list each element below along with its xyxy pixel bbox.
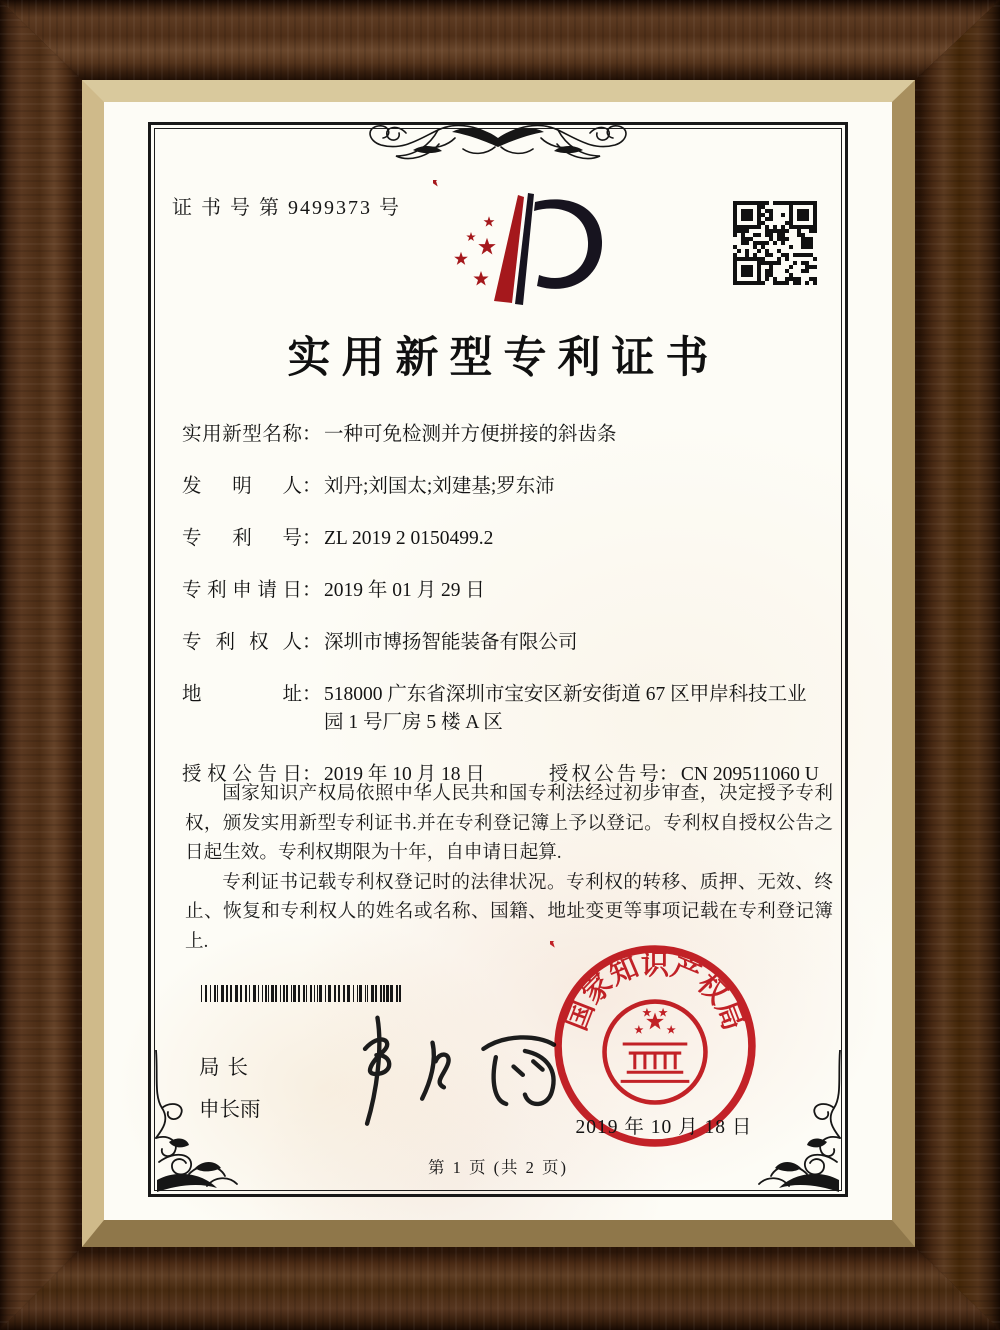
field-label: 发明人 bbox=[182, 476, 302, 497]
field-label: 专利号 bbox=[182, 528, 302, 549]
frame-wood-right bbox=[915, 0, 1000, 1330]
field-row-name: 实用新型名称 ： 一种可免检测并方便拼接的斜齿条 bbox=[182, 421, 822, 449]
page-footer: 第 1 页 (共 2 页) bbox=[427, 1158, 569, 1177]
field-row-patentee: 专利权人 ： 深圳市博扬智能装备有限公司 bbox=[182, 629, 822, 657]
field-value: ZL 2019 2 0150499.2 bbox=[324, 528, 494, 549]
field-label: 实用新型名称 bbox=[182, 424, 302, 445]
border-ornament-top-icon bbox=[343, 116, 653, 168]
field-list bbox=[182, 421, 822, 789]
legal-paragraph-2: 专利证书记载专利权登记时的法律状况。专利权的转移、质押、无效、终止、恢复和专利权人的姓名或名称、国籍、地址变更等事项记载在专利登记簿上. bbox=[185, 871, 833, 952]
barcode-icon bbox=[201, 985, 404, 1002]
field-value: 刘丹;刘国太;刘建基;罗东沛 bbox=[324, 476, 555, 497]
field-row-filing-date: 专利申请日 ： 2019 年 01 月 29 日 bbox=[182, 577, 822, 605]
frame-wood-left bbox=[0, 0, 82, 1330]
certificate-title: 实用新型专利证书 bbox=[287, 335, 720, 382]
field-label: 专利申请日 bbox=[182, 580, 302, 601]
legal-text bbox=[185, 779, 833, 956]
field-value: 深圳市博扬智能装备有限公司 bbox=[324, 632, 578, 653]
officer-name: 申长雨 bbox=[199, 1099, 261, 1121]
legal-paragraph-1: 国家知识产权局依照中华人民共和国专利法经过初步审查，决定授予专利权，颁发实用新型专利证书.并在专利登记簿上予以登记。专利权自授权公告之日起生效。专利权期限为十年，自申请日起算. bbox=[185, 783, 833, 863]
grant-number-value: CN 209511060 U bbox=[680, 764, 819, 785]
seal-date: 2019 年 10 月 18 日 bbox=[575, 1117, 753, 1138]
field-row-inventors: 发明人 ： 刘丹;刘国太;刘建基;罗东沛 bbox=[182, 473, 822, 501]
cnipa-logo-icon bbox=[433, 180, 603, 316]
certificate-paper bbox=[104, 102, 892, 1220]
frame-wood-bottom bbox=[0, 1247, 1000, 1330]
field-label: 授权公告日 bbox=[182, 764, 302, 785]
field-row-patent-number: 专利号 ： ZL 2019 2 0150499.2 bbox=[182, 525, 822, 553]
field-value: 518000 广东省深圳市宝安区新安街道 67 区甲岸科技工业园 1 号厂房 5 楼 A 区 bbox=[324, 684, 807, 733]
signature-icon bbox=[311, 1003, 581, 1128]
qr-code-icon bbox=[731, 200, 819, 286]
field-row-grant: 授权公告日 ： 2019 年 10 月 18 日 授权公告号 ： CN 209511060 U bbox=[182, 761, 822, 789]
certificate-printed-border bbox=[148, 122, 848, 1197]
frame-wood-top bbox=[0, 0, 1000, 80]
certificate-number: 证 书 号 第 9499373 号 bbox=[172, 197, 401, 219]
seal-agency-text: 国家知识产权局 bbox=[561, 949, 749, 1035]
grant-date-value: 2019 年 10 月 18 日 bbox=[324, 764, 485, 785]
officer-title: 局长 bbox=[199, 1057, 256, 1079]
field-row-address: 地址 ： 518000 广东省深圳市宝安区新安街道 67 区甲岸科技工业园 1 号厂房 5 楼 A 区 bbox=[182, 681, 822, 737]
field-label: 专利权人 bbox=[182, 632, 302, 653]
field-value: 一种可免检测并方便拼接的斜齿条 bbox=[324, 424, 617, 445]
field-value: 2019 年 01 月 29 日 bbox=[324, 580, 485, 601]
field-label: 授权公告号 bbox=[548, 764, 659, 785]
officer-block bbox=[199, 1047, 261, 1131]
field-label: 地址 bbox=[182, 684, 302, 705]
